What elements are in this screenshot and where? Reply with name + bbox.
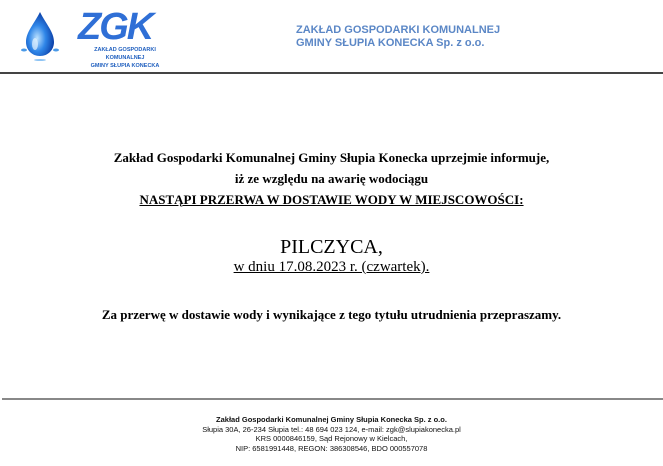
company-name-line: ZAKŁAD GOSPODARKI KOMUNALNEJ [296,24,501,36]
logo-subtitle [84,46,166,70]
water-drop-icon [20,10,60,62]
header-divider [0,72,663,74]
outage-date: w dniu 17.08.2023 r. (czwartek). [233,259,430,275]
footer-krs: KRS 0000846159, Sąd Rejonowy w Kielcach, [255,434,408,443]
notice-apology: Za przerwę w dostawie wody i wynikające z tego tytułu utrudnienia przepraszamy. [101,307,562,322]
footer [0,415,663,453]
footer-divider [2,398,663,400]
footer-company-name: Zakład Gospodarki Komunalnej Gminy Słupia Konecka Sp. z o.o. [216,415,447,424]
logo-subtitle-line: KOMUNALNEJ [105,55,145,61]
footer-address: Słupia 30A, 26-234 Słupia tel.: 48 694 023 124, e-mail: zgk@slupiakonecka.pl [202,424,461,434]
location-name: PILCZYCA, [280,236,383,258]
intro-line: Zakład Gospodarki Komunalnej Gminy Słupia Konecka uprzejmie informuje, [113,150,550,165]
zgk-logo [14,6,160,69]
company-name-header [296,24,500,50]
letterhead [0,0,663,70]
footer-ids: NIP: 6581991448, REGON: 386308546, BDO 000557078 [235,443,428,453]
intro-line: iż ze względu na awarię wodociągu [234,171,429,186]
logo-brand: ZGK [78,6,153,48]
logo-subtitle-line: ZAKŁAD GOSPODARKI [94,47,156,53]
company-name-line: GMINY SŁUPIA KONECKA Sp. z o.o. [296,37,485,49]
notice-headline: NASTĄPI PRZERWA W DOSTAWIE WODY W MIEJSCOWOŚCI: [139,192,524,207]
logo-subtitle-line: GMINY SŁUPIA KONECKA [90,63,160,69]
notice-intro [0,147,663,210]
notice-location [0,236,663,276]
